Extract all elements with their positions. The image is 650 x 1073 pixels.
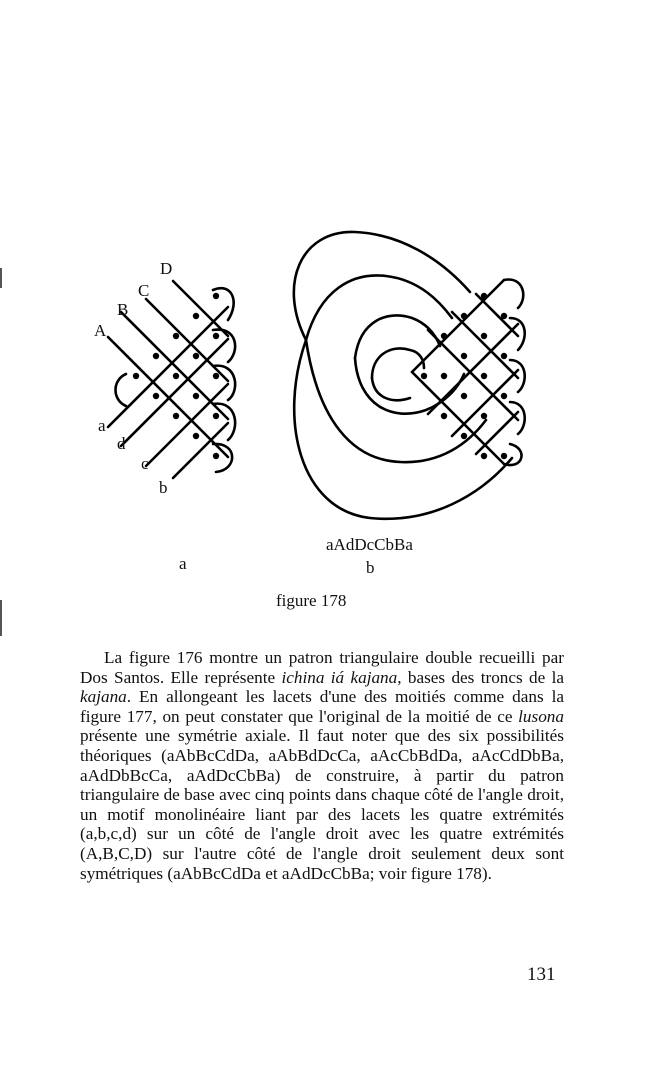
- paragraph-emphasis: ichina iá kajana: [281, 667, 398, 687]
- strand-label-c: c: [141, 454, 149, 473]
- strand-label-C: C: [138, 281, 150, 300]
- strand-label-a: a: [98, 416, 106, 435]
- figure-b-formula: aAdDcCbBa: [326, 535, 413, 554]
- page-number: 131: [527, 964, 556, 985]
- paragraph-text: , bases des troncs de la: [397, 667, 564, 687]
- paragraph-emphasis: kajana: [80, 687, 127, 707]
- strand-label-d: d: [117, 434, 126, 453]
- paragraph-emphasis: lusona: [518, 706, 564, 726]
- panel-label-b: b: [366, 558, 375, 577]
- paragraph-text: La figure 176 montre un patron triangulaire double recueilli par Dos Santos. Elle représente: [80, 648, 564, 687]
- strand-label-b: b: [159, 478, 168, 497]
- paragraph-text: présente une symétrie axiale. Il faut noter que des six possibilités théoriques (aAbBcCdDa, aAbBdDcCa, aAcCbBdDa, aAcCdDbBa, aAdDbBcCa, aAdDcCbBa) de construire, à partir du patron triangulaire de base avec cinq points dans chaque côté de l'angle droit, un motif monolinéaire liant par des lacets les quatre extrémités (a,b,c,d) sur un côté de l'angle droit avec les quatre extrémités (A,B,C,D) sur l'autre côté de l'angle droit seulement deux sont symétriques (aAbBcCdDa et aAdDcCbBa; voir figure 178).: [80, 726, 564, 883]
- body-paragraph: [80, 648, 564, 883]
- figure-caption: figure 178: [276, 591, 347, 610]
- strand-label-B: B: [117, 300, 129, 319]
- strand-label-A: A: [94, 321, 107, 340]
- paragraph-text: . En allongeant les lacets d'une des moitiés comme dans la figure 177, on peut constater que l'original de la moitié de ce: [80, 687, 564, 726]
- right-lusona-figure: [294, 232, 525, 519]
- panel-label-a: a: [179, 554, 187, 573]
- strand-label-D: D: [160, 259, 173, 278]
